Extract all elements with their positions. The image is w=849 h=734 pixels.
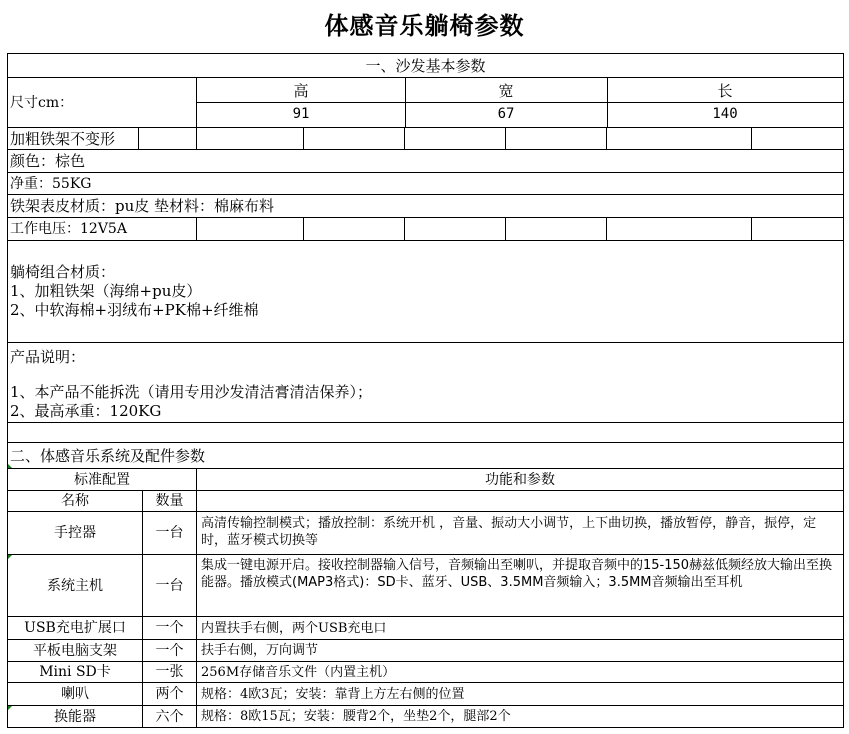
qty-header: 数量 <box>142 491 196 511</box>
section1-header: 一、沙发基本参数 <box>365 57 486 75</box>
function-header: 功能和参数 <box>196 469 843 490</box>
item-qty: 一个 <box>142 617 196 639</box>
size-label: 尺寸cm： <box>10 95 74 111</box>
combo-line-2: 2、中软海棉+羽绒布+PK棉+纤维棉 <box>10 301 259 319</box>
config-header: 标准配置 <box>74 472 130 488</box>
combo-title: 躺椅组合材质： <box>10 263 116 281</box>
config-header-row <box>8 469 843 491</box>
item-name: 平板电脑支架 <box>33 643 117 659</box>
item-desc: 高清传输控制模式；播放控制：系统开机 ，音量、振动大小调节，上下曲切换，播放暂停，静音，振停，定时，蓝牙模式切换等 <box>196 512 843 554</box>
item-row <box>8 706 843 728</box>
spec-table <box>7 53 844 728</box>
color-row <box>8 150 843 173</box>
material-text: 铁架表皮材质：pu皮 垫材料：棉麻布料 <box>10 197 275 215</box>
voltage-text: 工作电压：12V5A <box>10 221 127 237</box>
length-header: 长 <box>717 82 733 100</box>
color-text: 颜色：棕色 <box>10 152 86 170</box>
frame-row <box>8 128 843 150</box>
item-name: 系统主机 <box>47 578 103 594</box>
name-qty-header-row <box>8 491 843 512</box>
item-qty: 一台 <box>142 555 196 616</box>
notes-line-2: 2、最高承重：120KG <box>10 402 162 420</box>
length-value: 140 <box>712 106 738 122</box>
item-name: 换能器 <box>54 709 96 725</box>
item-desc: 规格：8欧15瓦；安装：腰背2个，坐垫2个，腿部2个 <box>196 706 843 727</box>
item-name: 手控器 <box>54 525 96 541</box>
item-qty: 一张 <box>142 662 196 682</box>
item-desc: 扶手右侧，万向调节 <box>196 640 843 661</box>
height-value: 91 <box>292 106 310 122</box>
combo-row <box>8 241 843 343</box>
weight-row <box>8 173 843 195</box>
notes-title: 产品说明： <box>10 348 86 366</box>
size-row <box>8 78 843 128</box>
item-desc: 内置扶手右侧，两个USB充电口 <box>196 617 843 639</box>
notes-row <box>8 343 843 423</box>
item-qty: 一个 <box>142 640 196 661</box>
item-row <box>8 662 843 683</box>
notes-line-1: 1、本产品不能拆洗（请用专用沙发清洁膏清洁保养）； <box>10 383 373 401</box>
item-row <box>8 512 843 555</box>
weight-text: 净重：55KG <box>10 176 92 192</box>
item-desc: 集成一键电源开启。接收控制器输入信号，音频输出至喇叭，并提取音频中的15-150赫兹低频经放大输出至换能器。播放模式(MAP3格式)：SD卡、蓝牙、USB、3.5MM音频输入；3.5MM音频输出至耳机 <box>196 555 843 616</box>
item-row <box>8 640 843 662</box>
name-header: 名称 <box>61 493 89 509</box>
voltage-row <box>8 218 843 241</box>
combo-line-1: 1、加粗铁架（海绵+pu皮） <box>10 282 202 300</box>
section1-header-row <box>8 54 843 78</box>
item-name: 喇叭 <box>61 686 89 702</box>
width-value: 67 <box>497 106 515 122</box>
item-qty: 六个 <box>142 706 196 727</box>
item-desc: 256M存储音乐文件（内置主机） <box>196 662 843 682</box>
material-row <box>8 195 843 218</box>
item-desc: 规格：4欧3瓦；安装：靠背上方左右侧的位置 <box>196 683 843 705</box>
section2-header-row <box>8 443 843 469</box>
height-header: 高 <box>293 82 309 100</box>
item-row <box>8 683 843 706</box>
page-title: 体感音乐躺椅参数 <box>324 11 525 40</box>
item-name: USB充电扩展口 <box>24 620 126 636</box>
width-header: 宽 <box>498 82 514 100</box>
item-row <box>8 617 843 640</box>
spacer-row <box>8 423 843 443</box>
item-qty: 两个 <box>142 683 196 705</box>
item-row <box>8 555 843 617</box>
item-name: Mini SD卡 <box>39 664 111 680</box>
section2-header: 二、体感音乐系统及配件参数 <box>10 447 206 465</box>
item-qty: 一台 <box>142 512 196 554</box>
frame-text: 加粗铁架不变形 <box>10 130 116 148</box>
